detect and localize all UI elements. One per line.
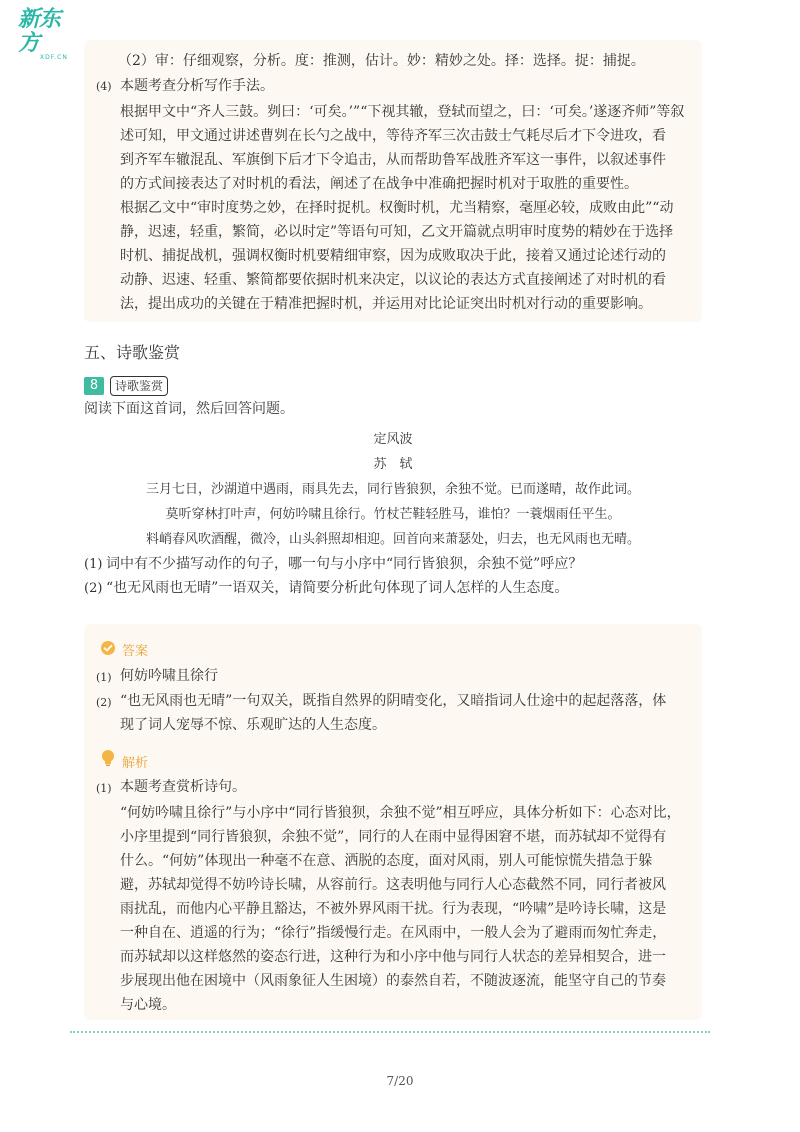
answer-2-line: 现了词人宠辱不惊、乐观旷达的人生态度。	[120, 717, 386, 733]
analysis-line: 什么。“何妨”体现出一种毫不在意、洒脱的态度，面对风雨，别人可能惊慌失措急于躲	[120, 853, 653, 869]
analysis-line: 雨扰乱，而他内心平静且豁达，不被外界风雨干扰。行为表现，“吟啸”是吟诗长啸，这是	[120, 901, 667, 917]
logo-sub-text: XDF.CN	[40, 54, 68, 61]
analysis-line: 与心境。	[120, 997, 176, 1013]
analysis-line: 小序里提到“同行皆狼狈，余独不觉”，同行的人在雨中显得困窘不堪，而苏轼却不觉得有	[120, 829, 667, 845]
answer-label: 答案	[122, 644, 149, 659]
sub-question-1-number: (1)	[84, 557, 103, 572]
sub-question-2: “也无风雨也无晴”一语双关，请简要分析此句体现了词人怎样的人生态度。	[106, 580, 569, 596]
poem-line: 料峭春风吹酒醒，微冷，山头斜照却相迎。回首向来萧瑟处，归去，也无风雨也无晴。	[145, 532, 640, 547]
para1-line: 述可知，甲文通过讲述曹刿在长勺之战中，等待齐军三次击鼓士气耗尽后才下令进攻，看	[120, 128, 666, 144]
lightbulb-icon	[101, 749, 115, 767]
analysis-line: 一种自在、逍遥的行为；“徐行”指缓慢行走。在风雨中，一般人会为了避雨而匆忙奔走，	[120, 925, 667, 941]
para1-line: 到齐军车辙混乱、军旗倒下后才下令追击，从而帮助鲁军战胜齐军这一事件，以叙述事件	[120, 152, 666, 168]
sub-question-2-number: (2)	[84, 581, 103, 596]
analysis-1-title: 本题考查赏析诗句。	[120, 779, 246, 795]
page-number: 7/20	[386, 1074, 414, 1088]
para1-line: 的方式间接表达了对时机的看法，阐述了在战争中准确把握时机对于取胜的重要性。	[120, 176, 638, 192]
para2-line: 静，迟速，轻重，繁简，必以时定”等语句可知，乙文开篇就点明审时度势的精妙在于选择	[120, 224, 674, 240]
para2-line: 法，提出成功的关键在于精准把握时机，并运用对比论证突出时机对行动的重要影响。	[120, 296, 652, 312]
analysis-label: 解析	[122, 756, 149, 771]
section-title: 五、诗歌鉴赏	[84, 343, 181, 362]
poem-author: 苏 轼	[373, 457, 413, 472]
analysis-line: “何妨吟啸且徐行”与小序中“同行皆狼狈，余独不觉”相互呼应，具体分析如下：心态对比，	[120, 805, 681, 821]
logo-main-text: 新东方	[18, 7, 61, 56]
question-instruction: 阅读下面这首词，然后回答问题。	[84, 401, 294, 417]
item4-number: (4)	[96, 80, 112, 93]
poem-title: 定风波	[373, 432, 413, 447]
sub-question-1: 词中有不少描写动作的句子，哪一句与小序中“同行皆狼狈，余独不觉”呼应？	[106, 556, 583, 572]
question-number: 8	[84, 377, 104, 395]
answer-2-line: “也无风雨也无晴”一句双关，既指自然界的阴晴变化，又暗指词人仕途中的起起落落，体	[120, 693, 667, 709]
analysis-line: 而苏轼却以这样悠然的姿态行进，这种行为和小序中他与同行人状态的差异相契合，进一	[120, 949, 666, 965]
answer-2-number: (2)	[96, 696, 112, 709]
footer-divider	[70, 1031, 710, 1033]
xdf-logo	[18, 7, 78, 61]
analysis-line: 步展现出他在困境中（风雨象征人生困境）的泰然自若，不随波逐流，能坚守自己的节奏	[120, 973, 666, 989]
analysis-line: 避，苏轼却觉得不妨吟诗长啸，从容前行。这表明他与同行人心态截然不同，同行者被风	[120, 877, 666, 893]
question-tag: 诗歌鉴赏	[110, 376, 168, 396]
answer-1: 何妨吟啸且徐行	[120, 668, 218, 684]
answer-1-number: (1)	[96, 671, 112, 684]
check-badge-icon	[100, 640, 116, 656]
para2-line: 动静、迟速、轻重、繁简都要依据时机来决定，以议论的表达方式直接阐述了对时机的看	[120, 272, 666, 288]
para2-line: 根据乙文中“审时度势之妙，在择时捉机。权衡时机，尤当精察，毫厘必较，成败由此”“动	[120, 200, 674, 216]
prev-answer-line2: （2）审：仔细观察，分析。度：推测，估计。妙：精妙之处。择：选择。捉：捕捉。	[118, 53, 645, 69]
poem-preface: 三月七日，沙湖道中遇雨，雨具先去，同行皆狼狈，余独不觉。已而遂晴，故作此词。	[145, 482, 640, 497]
para2-line: 时机、捕捉战机，强调权衡时机要精细审察，因为成败取决于此，接着又通过论述行动的	[120, 248, 666, 264]
analysis-1-number: (1)	[96, 782, 112, 795]
poem-line: 莫听穿林打叶声，何妨吟啸且徐行。竹杖芒鞋轻胜马，谁怕？一蓑烟雨任平生。	[165, 507, 621, 522]
item4-title: 本题考查分析写作手法。	[120, 78, 274, 94]
para1-line: 根据甲文中“齐人三鼓。刿曰：‘可矣。’”“下视其辙，登轼而望之，曰：‘可矣。’遂逐齐师”等叙	[120, 104, 685, 120]
